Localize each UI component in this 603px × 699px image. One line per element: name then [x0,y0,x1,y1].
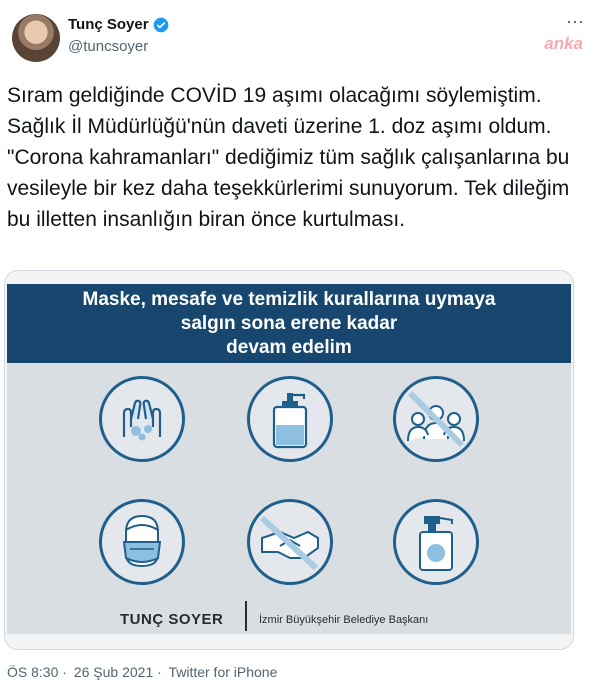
no-handshake-icon [247,499,333,585]
poster-footer-brand: TUNÇ SOYER [120,611,224,628]
face-mask-icon [99,499,185,585]
tweet-source[interactable]: Twitter for iPhone [168,664,278,680]
verified-badge-icon [153,17,169,33]
display-name[interactable]: Tunç Soyer [68,16,149,33]
avatar[interactable] [12,14,60,62]
more-dots-icon[interactable]: ⋯ [566,12,585,32]
tweet-date[interactable]: 26 Şub 2021 [73,664,154,680]
author-name-row [68,16,169,33]
spray-bottle-icon [393,499,479,585]
poster-banner [7,284,571,363]
no-crowd-icon [393,376,479,462]
hand-washing-icon [99,376,185,462]
banner-line-1: Maske, mesafe ve temizlik kurallarına uymaya [82,289,496,310]
meta-separator: · [62,664,67,680]
tweet-media[interactable] [4,270,574,650]
tweet-text: Sıram geldiğinde COVİD 19 aşımı olacağımı söylemiştim. Sağlık İl Müdürlüğü'nün daveti üzerine 1. doz aşımı oldum. "Corona kahramanları" dediğimiz tüm sağlık çalışanlarına bu vesileyle bir kez daha teşekkürlerimi sunuyorum. Tek dileğim bu illetten insanlığın biran önce kurtulması. [7,84,570,231]
watermark: anka [544,34,583,53]
tweet-header [12,12,587,64]
tweet-meta [7,664,277,680]
author-handle[interactable]: @tuncsoyer [68,38,149,55]
poster-footer-divider [245,601,247,631]
soap-dispenser-icon [247,376,333,462]
meta-separator: · [157,664,162,680]
poster-footer-role: İzmir Büyükşehir Belediye Başkanı [259,614,429,626]
banner-line-3: devam edelim [226,337,352,358]
tweet-time[interactable]: ÖS 8:30 [7,664,59,680]
banner-line-2: salgın sona erene kadar [180,313,398,334]
